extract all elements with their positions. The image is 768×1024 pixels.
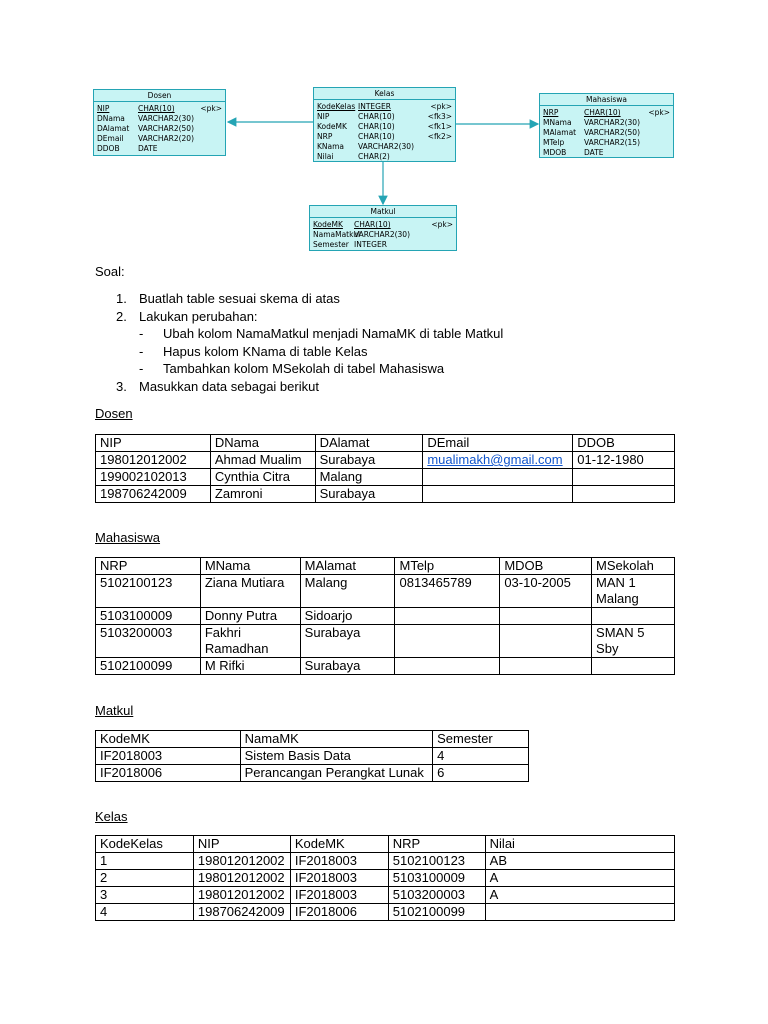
attribute-key (426, 152, 452, 162)
email-link[interactable]: mualimakh@gmail.com (427, 452, 563, 467)
table-cell: IF2018003 (290, 870, 388, 887)
entity-title: Matkul (310, 206, 456, 218)
entity-attributes (540, 106, 673, 158)
table-cell: 5103200003 (96, 625, 201, 658)
attribute-type: CHAR(10) (584, 108, 621, 117)
column-header: KodeKelas (96, 836, 194, 853)
attribute-name: Nilai (317, 152, 334, 161)
table-cell: 5102100099 (96, 658, 201, 675)
subtask-text: Hapus kolom KNama di table Kelas (163, 343, 368, 359)
entity-attributes (310, 218, 456, 250)
attribute-key (644, 148, 670, 158)
entity-attribute-row (97, 114, 222, 124)
table-row (96, 853, 675, 870)
attribute-key: <fk2> (427, 132, 452, 141)
entity-attribute-row (543, 118, 670, 128)
table-cell: 5102100123 (96, 575, 201, 608)
attribute-key (196, 124, 222, 134)
table-cell (423, 486, 573, 503)
table-cell: IF2018003 (96, 748, 241, 765)
attribute-name: KNama (317, 142, 345, 151)
table-cell: IF2018006 (96, 765, 241, 782)
table-header-row (96, 435, 675, 452)
attribute-key (196, 144, 222, 154)
entity-attribute-row (317, 142, 452, 152)
table-cell (573, 486, 675, 503)
attribute-key (196, 134, 222, 144)
attribute-key (426, 142, 452, 152)
attribute-type: INTEGER (354, 240, 387, 249)
task-number: 1. (116, 291, 127, 306)
table-header-row (96, 836, 675, 853)
column-header: MAlamat (300, 558, 395, 575)
column-header: MSekolah (592, 558, 675, 575)
entity-attribute-row (543, 108, 670, 118)
table-row (96, 904, 675, 921)
entity-kelas (313, 87, 456, 162)
subtask-dash: - (139, 326, 144, 341)
attribute-type: CHAR(10) (354, 220, 391, 229)
table-row (96, 469, 675, 486)
table-cell (500, 625, 592, 658)
table-row (96, 575, 675, 608)
attribute-name: NIP (317, 112, 330, 121)
subtask-text: Tambahkan kolom MSekolah di tabel Mahasiswa (163, 361, 445, 376)
table-cell (423, 469, 573, 486)
table-cell: MAN 1 Malang (592, 575, 675, 608)
column-header: MDOB (500, 558, 592, 575)
table-cell: Malang (315, 469, 423, 486)
task-item (95, 378, 655, 396)
task-item (95, 290, 655, 308)
entity-attribute-row (317, 112, 452, 122)
attribute-name: KodeMK (313, 220, 343, 229)
table-cell: 01-12-1980 (573, 452, 675, 469)
table-cell: Donny Putra (200, 608, 300, 625)
entity-attribute-row (313, 230, 453, 240)
column-header: Nilai (485, 836, 674, 853)
table-cell: AB (485, 853, 674, 870)
table-cell: 6 (433, 765, 529, 782)
attribute-name: MTelp (543, 138, 565, 147)
attribute-name: Semester (313, 240, 349, 249)
entity-attributes (94, 102, 225, 154)
column-header: MTelp (395, 558, 500, 575)
attribute-name: DNama (97, 114, 125, 123)
table-cell (573, 469, 675, 486)
attribute-key: <pk> (200, 104, 222, 113)
table-cell: IF2018003 (290, 887, 388, 904)
table-cell (500, 608, 592, 625)
attribute-key (427, 240, 453, 250)
table-cell: Surabaya (300, 625, 395, 658)
column-header: DAlamat (315, 435, 423, 452)
attribute-key: <fk1> (427, 122, 452, 131)
entity-matkul (309, 205, 457, 251)
task-text: Buatlah table sesuai skema di atas (139, 291, 340, 306)
entity-attribute-row (543, 148, 670, 158)
subtask-dash: - (139, 343, 144, 359)
attribute-name: MAlamat (543, 128, 577, 137)
attribute-type: CHAR(10) (358, 112, 395, 121)
column-header: DDOB (573, 435, 675, 452)
entity-dosen (93, 89, 226, 156)
entity-attribute-row (97, 124, 222, 134)
table-row (96, 748, 529, 765)
attribute-key: <pk> (431, 220, 453, 229)
attribute-type: DATE (584, 148, 604, 157)
entity-attributes (314, 100, 455, 162)
attribute-type: VARCHAR2(30) (584, 118, 641, 127)
entity-mahasiswa (539, 93, 674, 158)
subtask-item (139, 343, 655, 361)
table-cell: 198012012002 (193, 870, 290, 887)
attribute-key: <fk3> (427, 112, 452, 121)
entity-attribute-row (97, 144, 222, 154)
column-header: DNama (210, 435, 315, 452)
attribute-key (644, 128, 670, 138)
attribute-type: CHAR(2) (358, 152, 390, 161)
table-cell: Sidoarjo (300, 608, 395, 625)
attribute-type: VARCHAR2(30) (358, 142, 415, 151)
entity-attribute-row (543, 128, 670, 138)
table-cell: 198012012002 (193, 887, 290, 904)
column-header: KodeMK (290, 836, 388, 853)
table-cell (592, 658, 675, 675)
table-row (96, 608, 675, 625)
attribute-name: KodeKelas (317, 102, 356, 111)
table-cell: Sistem Basis Data (240, 748, 432, 765)
attribute-type: INTEGER (358, 102, 391, 111)
attribute-type: VARCHAR2(15) (584, 138, 641, 147)
attribute-type: CHAR(10) (138, 104, 175, 113)
task-text: Masukkan data sebagai berikut (139, 378, 319, 394)
table-cell: 5102100099 (388, 904, 485, 921)
table-cell: IF2018003 (290, 853, 388, 870)
table-cell: 198012012002 (193, 853, 290, 870)
er-diagram (0, 0, 768, 260)
table-row (96, 452, 675, 469)
table-cell: 5102100123 (388, 853, 485, 870)
table-cell: 5103100009 (388, 870, 485, 887)
column-header: NIP (96, 435, 211, 452)
column-header: Semester (433, 731, 529, 748)
table-row (96, 486, 675, 503)
table-cell: A (485, 870, 674, 887)
attribute-key (644, 138, 670, 148)
attribute-type: VARCHAR2(50) (584, 128, 641, 137)
attribute-type: CHAR(10) (358, 132, 395, 141)
table-cell: 4 (433, 748, 529, 765)
task-item (95, 308, 655, 378)
table-cell: Zamroni (210, 486, 315, 503)
table-row (96, 765, 529, 782)
attribute-name: DDOB (97, 144, 120, 153)
table-cell (485, 904, 674, 921)
attribute-type: CHAR(10) (358, 122, 395, 131)
table-mahasiswa (95, 557, 675, 675)
table-kelas (95, 835, 675, 921)
table-cell: M Rifki (200, 658, 300, 675)
table-cell (395, 625, 500, 658)
table-cell: 198012012002 (96, 452, 211, 469)
table-cell: Surabaya (300, 658, 395, 675)
attribute-type: VARCHAR2(30) (138, 114, 195, 123)
attribute-type: DATE (138, 144, 158, 153)
table-cell (395, 608, 500, 625)
subtask-item (139, 360, 655, 378)
entity-attribute-row (317, 132, 452, 142)
table-cell (395, 658, 500, 675)
table-cell: 0813465789 (395, 575, 500, 608)
task-number: 3. (116, 378, 127, 394)
attribute-name: NRP (543, 108, 559, 117)
table-row (96, 887, 675, 904)
table-header-row (96, 731, 529, 748)
table-cell: Ziana Mutiara (200, 575, 300, 608)
column-header: MNama (200, 558, 300, 575)
section-heading-mahasiswa: Mahasiswa (95, 530, 161, 545)
entity-attribute-row (97, 134, 222, 144)
table-cell: Surabaya (315, 452, 423, 469)
section-heading-matkul: Matkul (95, 703, 134, 718)
entity-attribute-row (313, 240, 453, 250)
attribute-name: NIP (97, 104, 110, 113)
subtask-dash: - (139, 361, 144, 376)
attribute-key (196, 114, 222, 124)
table-row (96, 658, 675, 675)
table-cell: 199002102013 (96, 469, 211, 486)
column-header: NRP (96, 558, 201, 575)
table-cell: 1 (96, 853, 194, 870)
entity-attribute-row (543, 138, 670, 148)
attribute-name: MDOB (543, 148, 567, 157)
table-cell: Cynthia Citra (210, 469, 315, 486)
attribute-key (427, 230, 453, 240)
table-cell (423, 452, 573, 469)
entity-attribute-row (97, 104, 222, 114)
table-cell: 3 (96, 887, 194, 904)
table-cell: 198706242009 (96, 486, 211, 503)
table-row (96, 870, 675, 887)
column-header: NRP (388, 836, 485, 853)
table-cell: Fakhri Ramadhan (200, 625, 300, 658)
attribute-name: DEmail (97, 134, 124, 143)
attribute-type: VARCHAR2(50) (138, 124, 195, 133)
attribute-type: VARCHAR2(20) (138, 134, 195, 143)
attribute-name: KodeMK (317, 122, 347, 131)
table-matkul (95, 730, 529, 782)
attribute-name: MNama (543, 118, 572, 127)
table-cell: 03-10-2005 (500, 575, 592, 608)
section-heading-kelas: Kelas (95, 809, 128, 824)
entity-title: Kelas (314, 88, 455, 100)
entity-attribute-row (317, 122, 452, 132)
table-cell: SMAN 5 Sby (592, 625, 675, 658)
attribute-type: VARCHAR2(30) (354, 230, 411, 239)
column-header: KodeMK (96, 731, 241, 748)
table-cell: 5103100009 (96, 608, 201, 625)
table-cell (592, 608, 675, 625)
soal-label: Soal: (95, 264, 125, 279)
table-cell: 4 (96, 904, 194, 921)
task-number: 2. (116, 308, 127, 324)
table-cell: 5103200003 (388, 887, 485, 904)
attribute-key (644, 118, 670, 128)
table-cell: A (485, 887, 674, 904)
column-header: NIP (193, 836, 290, 853)
table-cell: Ahmad Mualim (210, 452, 315, 469)
entity-attribute-row (313, 220, 453, 230)
task-list (95, 290, 655, 395)
entity-title: Mahasiswa (540, 94, 673, 106)
task-text: Lakukan perubahan: (139, 308, 258, 324)
attribute-name: DAlamat (97, 124, 130, 133)
section-heading-dosen: Dosen (95, 406, 133, 421)
column-header: NamaMK (240, 731, 432, 748)
entity-attribute-row (317, 102, 452, 112)
table-cell: 2 (96, 870, 194, 887)
table-cell: 198706242009 (193, 904, 290, 921)
subtask-item (139, 325, 655, 343)
table-cell: Perancangan Perangkat Lunak (240, 765, 432, 782)
entity-title: Dosen (94, 90, 225, 102)
column-header: DEmail (423, 435, 573, 452)
table-row (96, 625, 675, 658)
attribute-name: NamaMatkul (313, 230, 361, 239)
attribute-key: <pk> (430, 102, 452, 111)
table-header-row (96, 558, 675, 575)
attribute-name: NRP (317, 132, 333, 141)
subtask-list (139, 325, 655, 378)
table-cell: IF2018006 (290, 904, 388, 921)
entity-attribute-row (317, 152, 452, 162)
subtask-text: Ubah kolom NamaMatkul menjadi NamaMK di table Matkul (163, 326, 504, 341)
attribute-key: <pk> (648, 108, 670, 117)
table-cell (500, 658, 592, 675)
table-cell: Malang (300, 575, 395, 608)
table-dosen (95, 434, 675, 503)
table-cell: Surabaya (315, 486, 423, 503)
